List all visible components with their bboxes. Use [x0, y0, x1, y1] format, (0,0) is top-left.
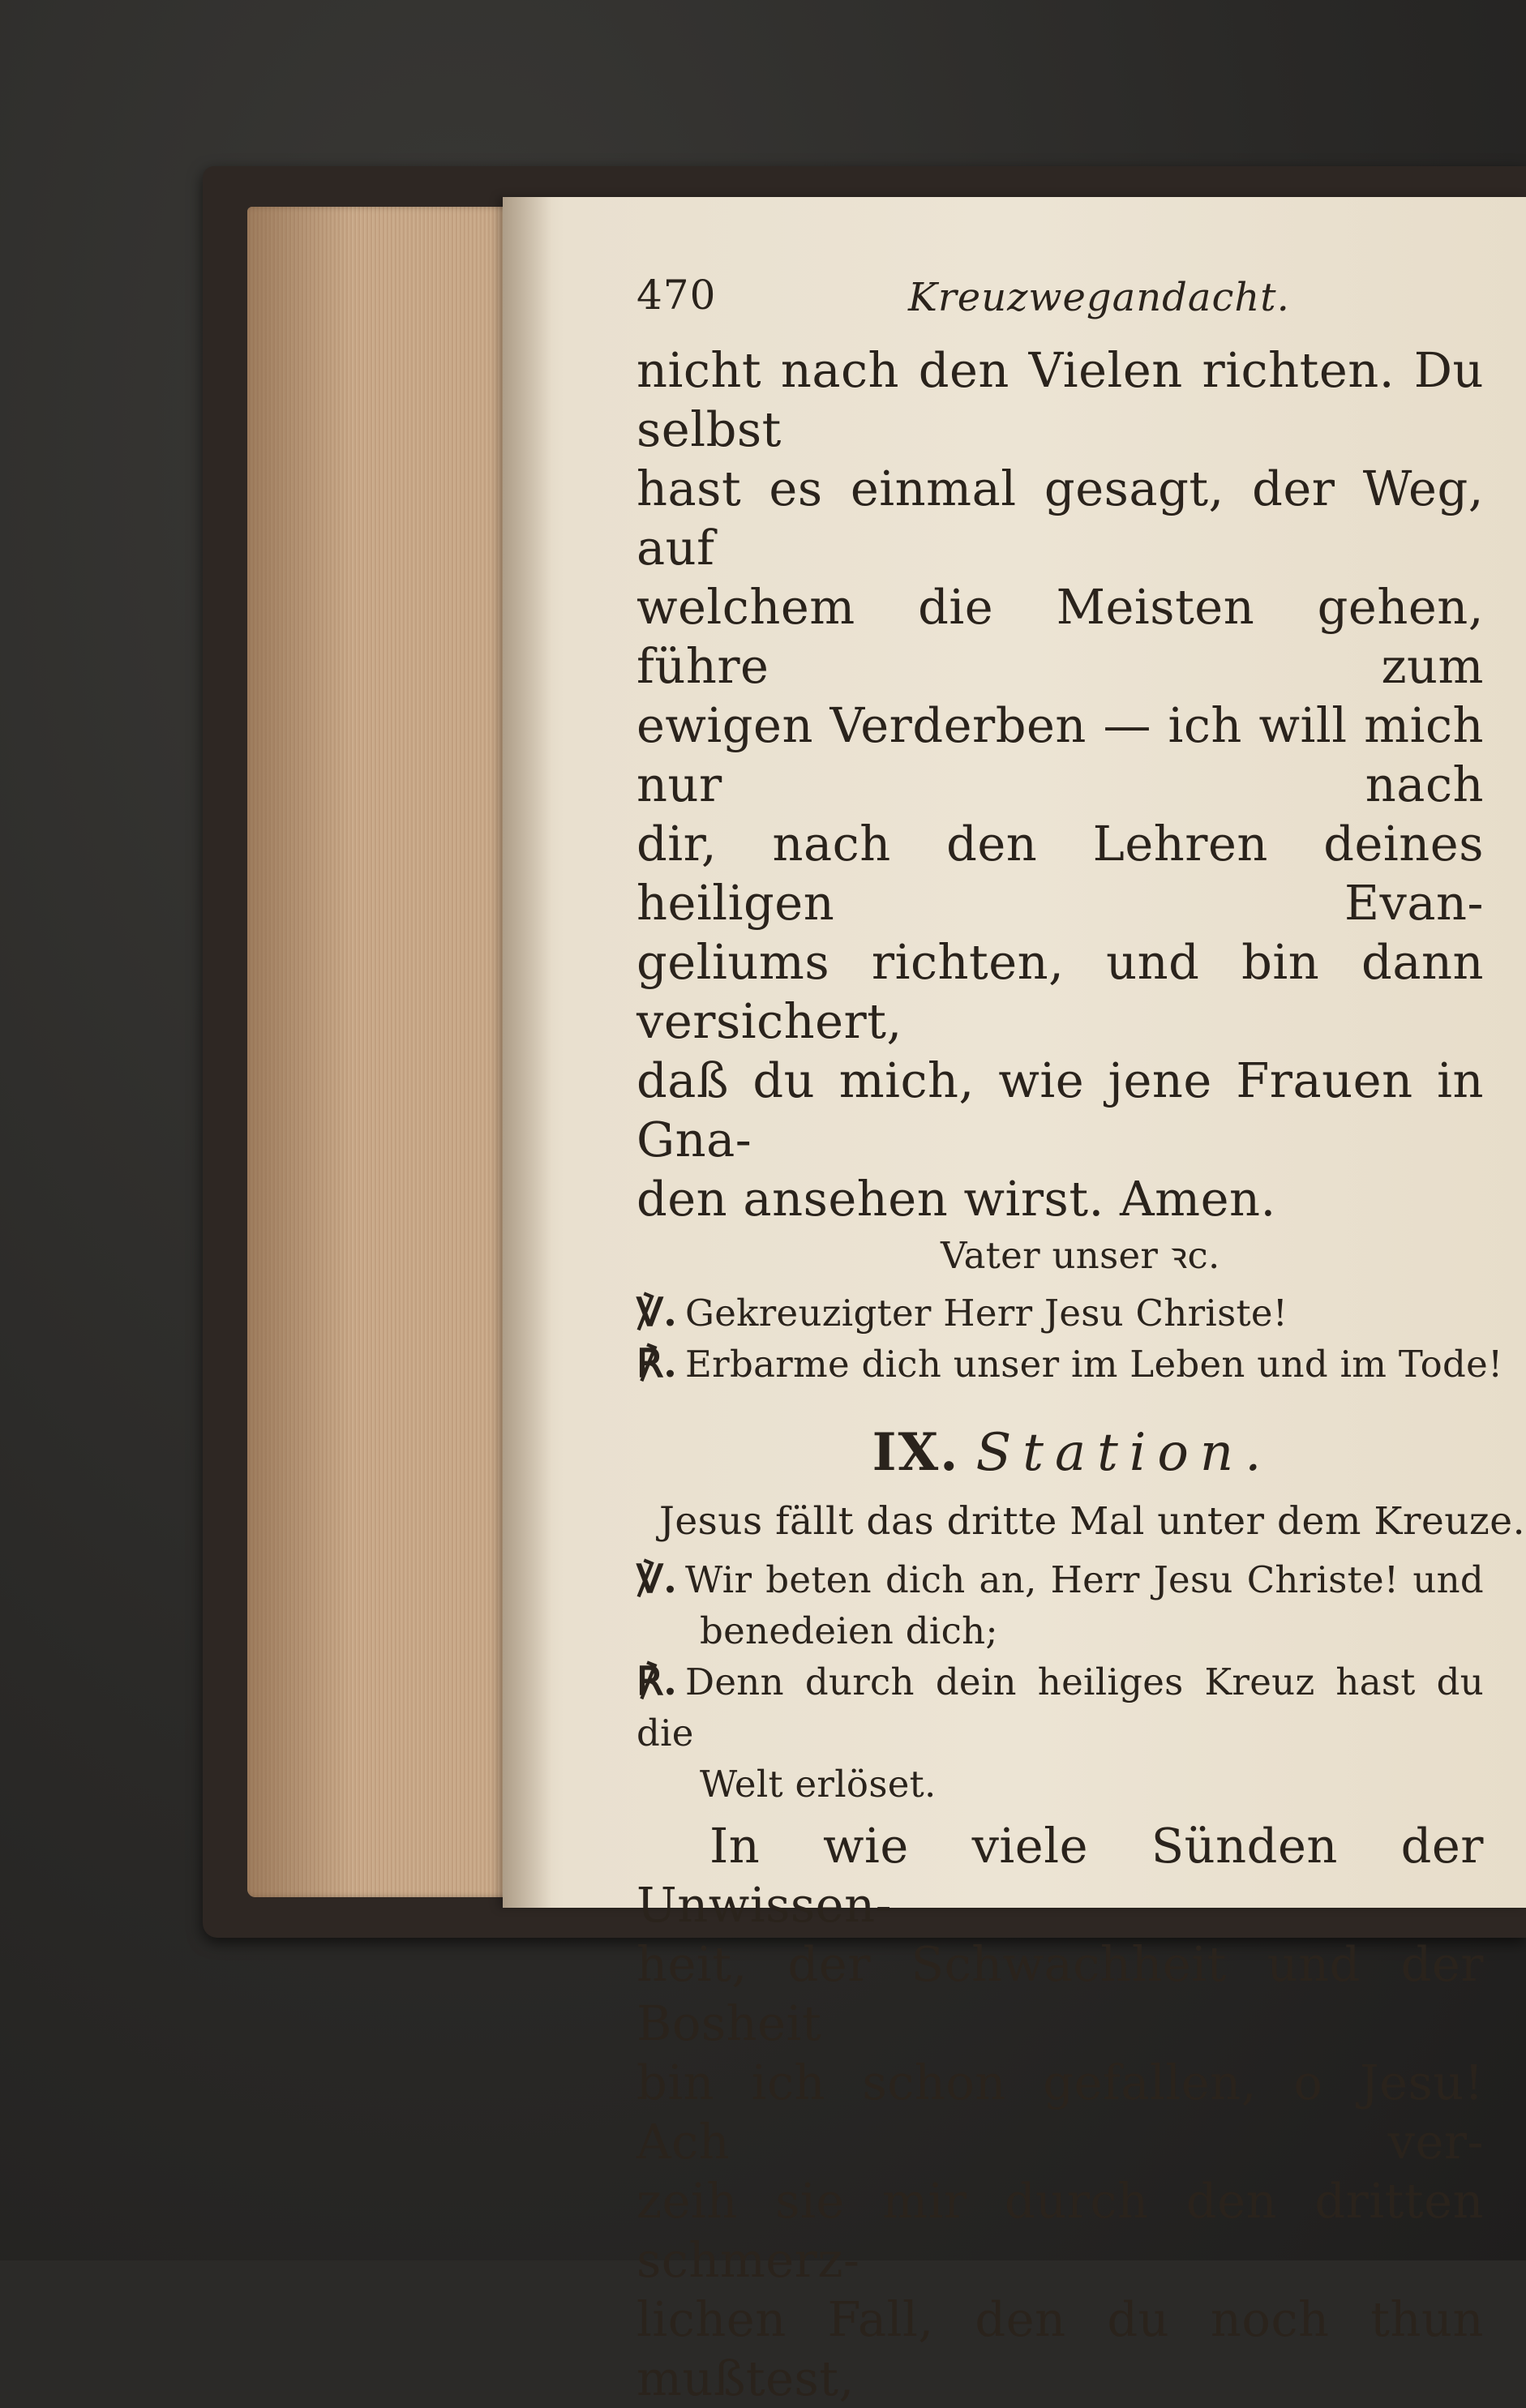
text-line: geliums richten, und bin dann versichert,	[637, 934, 1484, 1049]
text-line: heit, der Schwachheit und der Bosheit	[637, 1936, 1484, 2051]
text-line: nicht nach den Vielen richten. Du selbst	[637, 342, 1484, 457]
text-line: ewigen Verderben — ich will mich nur nach	[637, 697, 1484, 812]
versicle-continuation: benedeien dich;	[700, 1609, 998, 1652]
running-head: Kreuzwegandacht.	[908, 275, 1290, 320]
response-continuation: Welt erlöset.	[700, 1763, 937, 1806]
station-title: Jesus fällt das dritte Mal unter dem Kreuze.	[659, 1499, 1526, 1544]
page-header	[637, 272, 1484, 341]
versicle-sigil: ℣.	[637, 1557, 678, 1602]
response-text: Denn durch dein heiliges Kreuz hast du die	[637, 1660, 1484, 1755]
text-line: welchem die Meisten gehen, führe zum	[637, 579, 1484, 694]
versicle	[637, 1554, 1484, 1605]
page-number: 470	[637, 272, 717, 319]
versicle-text: Wir beten dich an, Herr Jesu Christe! und	[685, 1558, 1484, 1601]
prayer-paragraph	[637, 341, 1484, 1228]
text-line: lichen Fall, den du noch thun mußtest,	[637, 2291, 1484, 2406]
versicle	[637, 1288, 1484, 1339]
response-sigil: ℟.	[637, 1341, 678, 1386]
page-edges-shadow	[247, 207, 353, 1897]
versicle-sigil: ℣.	[637, 1290, 678, 1335]
station-number: IX.	[872, 1422, 960, 1483]
text-line: hast es einmal gesagt, der Weg, auf	[637, 461, 1484, 576]
page-gutter	[503, 197, 551, 1908]
station-heading	[637, 1412, 1484, 1493]
response	[637, 1656, 1484, 1759]
page-text	[637, 272, 1526, 2408]
meditation-paragraph	[637, 1816, 1484, 2408]
station-label: Station.	[975, 1423, 1273, 1483]
vater-unser: Vater unser ꝛc.	[941, 1234, 1220, 1277]
text-line: zeih sie mir durch den dritten schmerz-	[637, 2173, 1484, 2288]
text-line: den ansehen wirst. Amen.	[637, 1171, 1276, 1227]
versicle-text: Gekreuzigter Herr Jesu Christe!	[685, 1292, 1288, 1335]
response-sigil: ℟.	[637, 1659, 678, 1704]
text-line: bin ich schon gefallen, o Jesu! Ach ver-	[637, 2055, 1484, 2170]
text-line: daß du mich, wie jene Frauen in Gna-	[637, 1052, 1484, 1168]
text-line: dir, nach den Lehren deines heiligen Evan-	[637, 816, 1484, 931]
response	[637, 1339, 1503, 1390]
text-line: In wie viele Sünden der Unwissen-	[637, 1818, 1484, 1933]
response-text: Erbarme dich unser im Leben und im Tode!	[685, 1343, 1503, 1386]
